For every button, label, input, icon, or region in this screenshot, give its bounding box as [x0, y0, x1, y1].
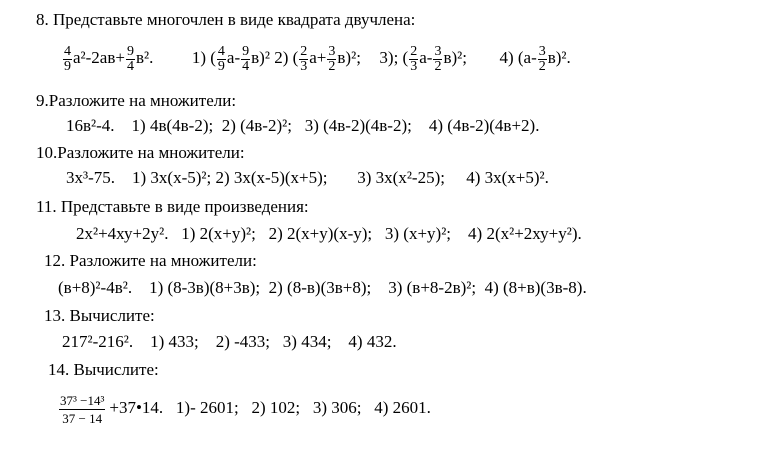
q12-body: (в+8)²-4в². 1) (8-3в)(8+3в); 2) (8-в)(3в+8); 3) (в+8-2в)²; 4) (8+в)(3в-8).	[58, 278, 587, 297]
q10-title: 10.Разложите на множители:	[36, 143, 245, 162]
q14-fraction-denominator: 37 − 14	[62, 410, 103, 426]
q8-expr-frac1: $\frac{4}{9}$	[64, 43, 71, 74]
q8-expr-t2: в².	[135, 48, 154, 67]
q8-title: 8. Представьте многочлен в виде квадрата двучлена:	[36, 10, 416, 29]
q13-title: 13. Вычислите:	[44, 306, 155, 325]
q8-expr-t1: а²-2ав+	[73, 48, 125, 67]
q11-body: 2х²+4ху+2у². 1) 2(х+у)²; 2) 2(х+у)(х-у); 3) (х+у)²; 4) 2(х²+2ху+у²).	[76, 224, 582, 243]
q14-body: +37•14. 1)- 2601; 2) 102; 3) 306; 4) 2601.	[109, 398, 431, 417]
q12-title: 12. Разложите на множители:	[44, 251, 257, 270]
q8-expr-frac2: $\frac{9}{4}$	[126, 43, 134, 74]
q8-option-3: 3); ( $\frac{2}{3}$ а- $\frac{3}{2}$ в)²;	[379, 43, 467, 74]
q14-body-line	[58, 386, 431, 430]
q9-body: 16в²-4. 1) 4в(4в-2); 2) (4в-2)²; 3) (4в-2)(4в-2); 4) (4в-2)(4в+2).	[66, 116, 540, 135]
q14-fraction	[59, 392, 105, 427]
q10-body: 3х³-75. 1) 3х(х-5)²; 2) 3х(х-5)(х+5); 3) 3х(х²-25); 4) 3х(х+5)².	[66, 168, 549, 187]
q9-title: 9.Разложите на множители:	[36, 91, 237, 110]
q8-body	[62, 40, 571, 76]
q14-fraction-numerator: 37³ −14³	[60, 392, 105, 408]
q13-body: 217²-216². 1) 433; 2) -433; 3) 434; 4) 432.	[62, 332, 397, 351]
q8-option-2: 2) ( $\frac{2}{3}$ а+ $\frac{3}{2}$ в)²;	[274, 43, 361, 74]
q8-option-4: 4) (а- $\frac{3}{2}$ в)².	[499, 43, 571, 74]
q8-option-1: 1) ( $\frac{4}{9}$ а- $\frac{9}{4}$ в)²	[191, 43, 270, 74]
q14-title: 14. Вычислите:	[48, 360, 159, 379]
q11-title: 11. Представьте в виде произведения:	[36, 197, 309, 216]
